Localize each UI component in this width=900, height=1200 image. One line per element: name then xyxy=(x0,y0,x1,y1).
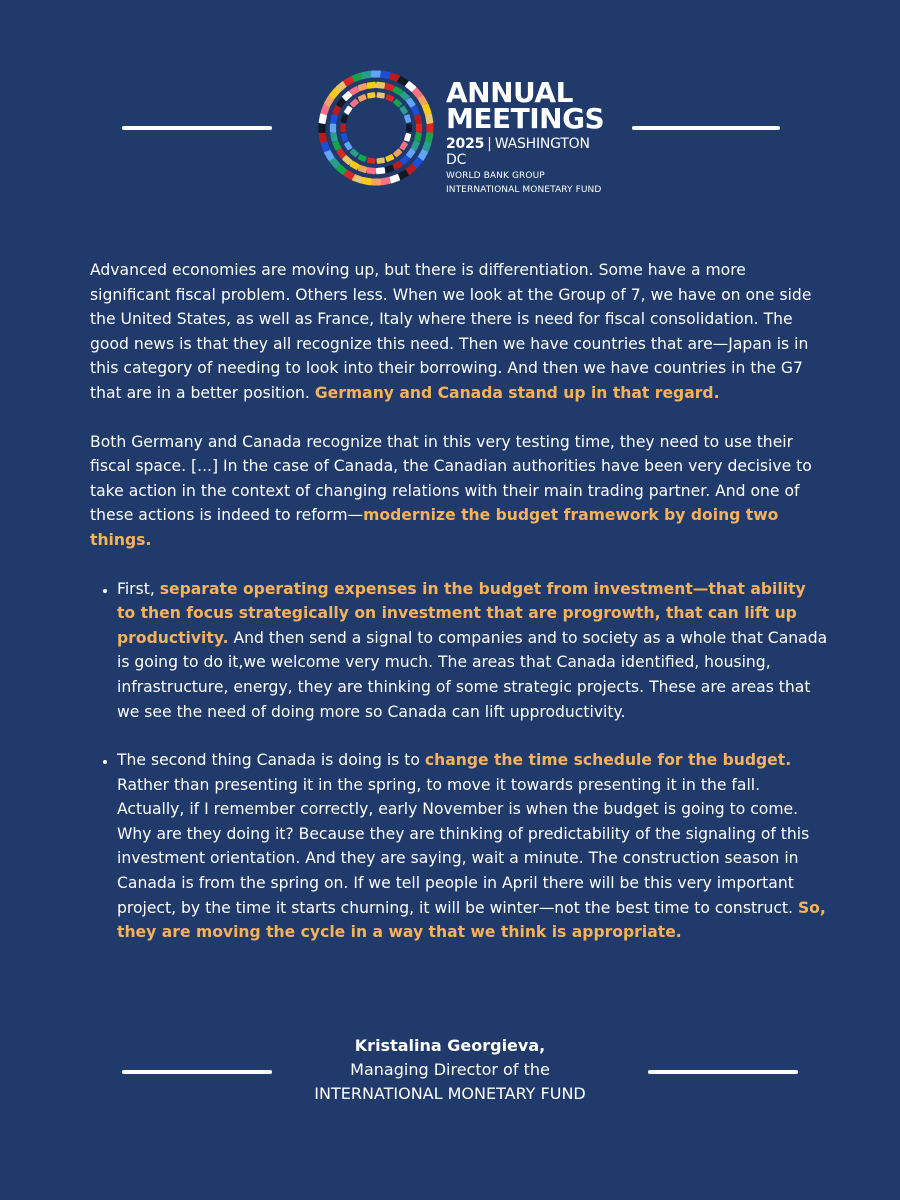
signature-name: Kristalina Georgieva, xyxy=(354,1036,546,1055)
flag-tile xyxy=(367,82,377,89)
flag-tile xyxy=(330,124,336,133)
flag-tile xyxy=(361,71,372,80)
paragraph-1-highlight: Germany and Canada stand up in that regard. xyxy=(314,383,720,402)
flag-tile xyxy=(406,124,412,132)
logo-city: WASHINGTON DC xyxy=(446,136,590,168)
flag-tile xyxy=(367,92,376,99)
flag-tile xyxy=(340,124,346,132)
bullet-item-1 xyxy=(117,577,828,725)
flag-tile xyxy=(385,94,395,102)
divider-bottom-right xyxy=(648,1070,798,1074)
flag-tile xyxy=(330,132,338,142)
flag-tile xyxy=(341,133,349,142)
paragraph-2-highlight: modernize the budget framework by doing two things. xyxy=(90,506,779,549)
flag-tile xyxy=(427,123,434,133)
logo-org-line1: WORLD BANK GROUP xyxy=(446,171,545,181)
bullet-1-lead: First, xyxy=(117,579,160,598)
flag-tile xyxy=(380,177,391,186)
flag-tile xyxy=(393,98,403,107)
flag-tile xyxy=(357,83,368,92)
flag-tile xyxy=(344,141,353,151)
divider-top-right xyxy=(632,126,780,130)
quote-body xyxy=(90,258,828,969)
bullet-list xyxy=(90,577,828,945)
flag-tile xyxy=(404,133,412,142)
flag-tile xyxy=(385,154,395,162)
flag-tile xyxy=(344,105,353,115)
flag-tile xyxy=(416,124,422,133)
bullet-item-2 xyxy=(117,748,828,945)
divider-top-left xyxy=(122,126,272,130)
flags-ring-icon xyxy=(314,66,438,190)
flag-tile xyxy=(350,98,360,107)
flag-tile xyxy=(341,114,349,123)
bullet-1-highlight: separate operating expenses in the budget from investment—that ability to then focus strategically on investment that are progrowth, that can lift up productivity. xyxy=(117,579,806,647)
logo-separator: | xyxy=(487,136,492,152)
flag-tile xyxy=(376,82,386,89)
paragraph-2 xyxy=(90,430,828,553)
flag-tile xyxy=(367,157,376,164)
flag-tile xyxy=(399,105,408,115)
bullet-2-highlight: change the time schedule for the budget. xyxy=(424,751,792,770)
flag-tile xyxy=(376,92,385,99)
flag-tile xyxy=(319,123,326,133)
flag-tile xyxy=(414,132,422,142)
flag-tile xyxy=(330,114,338,124)
signature-block xyxy=(250,1034,650,1106)
flag-tile xyxy=(371,179,381,186)
flag-tile xyxy=(384,165,395,174)
flag-tile xyxy=(371,71,381,78)
logo-title-line1: ANNUAL xyxy=(446,76,573,109)
bullet-2-lead: The second thing Canada is doing is to xyxy=(117,751,425,770)
bullet-2-text: Rather than presenting it in the spring, to move it towards presenting it in the fall. Actually, if I remember correctly, early November is when the budget is going to come. Why are they doing it? Because they are thinking of predictability of the signaling of this investment orientation. And they are saying, wait a minute. The construction season in Canada is from the spring on. If we tell people in April there will be this very important project, by the time it starts churning, it will be winter—not the best time to construct. xyxy=(117,775,810,917)
flag-tile xyxy=(357,154,367,162)
flag-tile xyxy=(399,141,408,151)
annual-meetings-logo xyxy=(314,66,605,195)
logo-org-line2: INTERNATIONAL MONETARY FUND xyxy=(446,185,602,195)
logo-wordmark xyxy=(446,76,605,196)
flag-tile xyxy=(350,148,360,157)
flag-tile xyxy=(425,113,434,124)
bullet-1-text: And then send a signal to companies and to society as a whole that Canada is going to do it,we welcome very much. The areas that Canada identified, housing, infrastructure, energy, they are thinking of some strategic projects. These are areas that we see the need of doing more so Canada can lift upproductivity. xyxy=(117,628,828,721)
flag-tile xyxy=(376,167,386,174)
flag-tile xyxy=(414,114,422,124)
logo-year-city xyxy=(446,136,604,168)
flag-tile xyxy=(319,132,328,143)
paragraph-1-text: Advanced economies are moving up, but there is differentiation. Some have a more significant fiscal problem. Others less. When we look at the Group of 7, we have on one side the United States, as well as France, Italy where there is need for fiscal consolidation. The good news is that they all recognize this need. Then we have countries that are—Japan is in this category of needing to look into their borrowing. And then we have countries in the G7 that are in a better position. xyxy=(90,261,812,402)
signature-title-line2: INTERNATIONAL MONETARY FUND xyxy=(314,1084,586,1103)
flag-tile xyxy=(393,148,403,157)
flag-tile xyxy=(404,114,412,123)
logo-title-line2: MEETINGS xyxy=(446,102,605,135)
flag-tile xyxy=(376,157,385,164)
paragraph-1 xyxy=(90,258,828,406)
paragraph-2-text: Both Germany and Canada recognize that in this very testing time, they need to use their fiscal space. [...] In the case of Canada, the Canadian authorities have been very decisive to take action in the context of changing relations with their main trading partner. And one of these actions is indeed to reform— xyxy=(90,432,812,525)
flag-tile xyxy=(367,167,377,174)
signature-title-line1: Managing Director of the xyxy=(350,1060,550,1079)
flag-tile xyxy=(357,94,367,102)
logo-year: 2025 xyxy=(446,136,485,152)
bullet-2-highlight-2: So, they are moving the cycle in a way that we think is appropriate. xyxy=(117,898,826,942)
